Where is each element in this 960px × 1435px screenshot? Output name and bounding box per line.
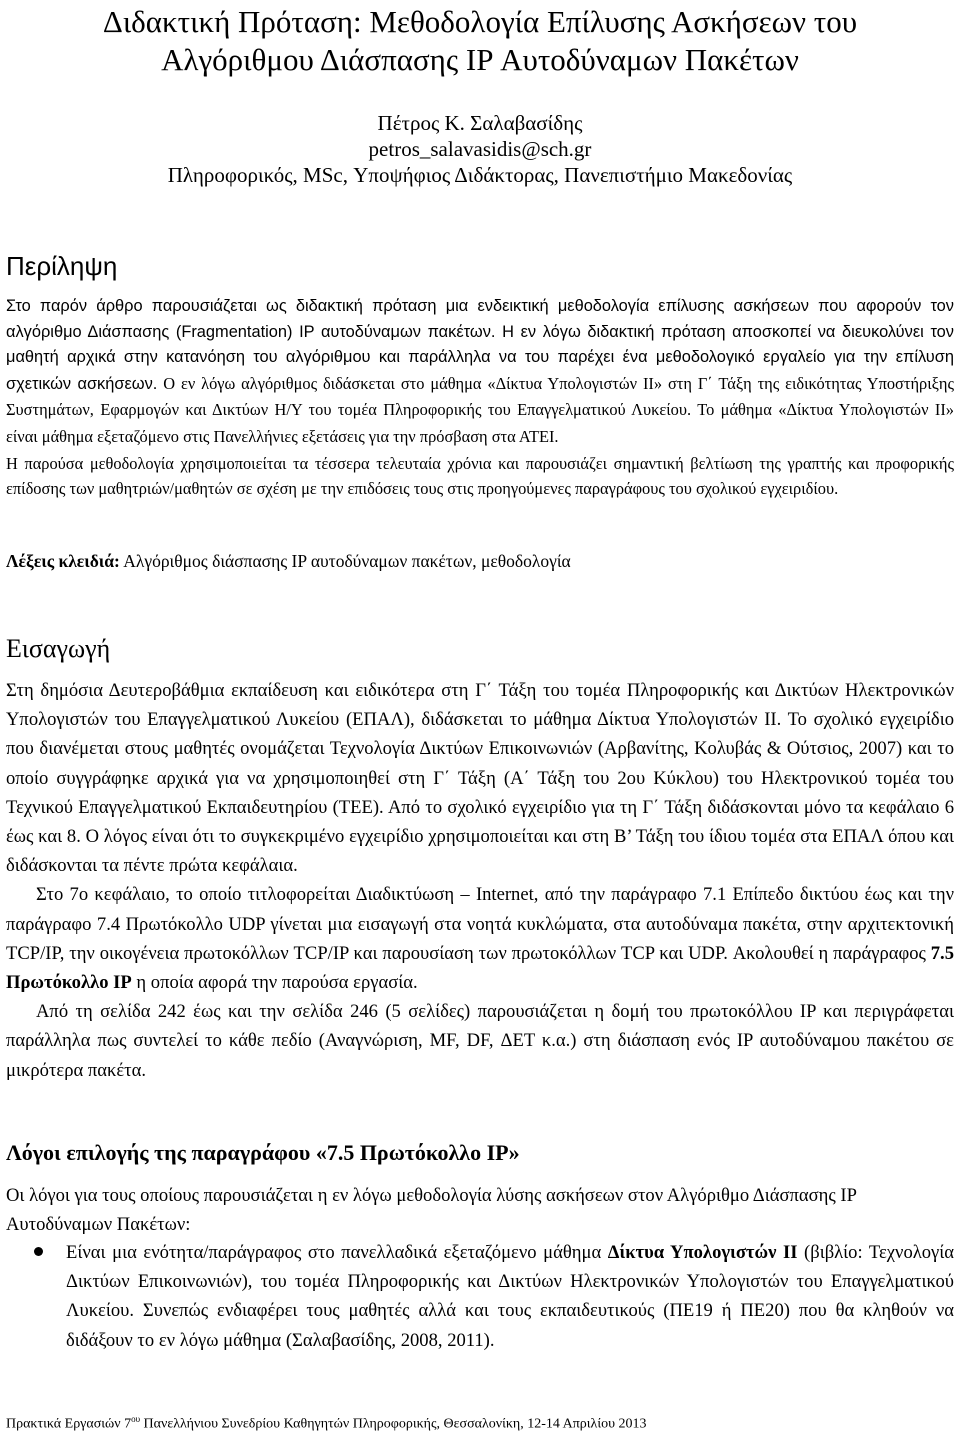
list-item: [6, 1238, 954, 1355]
reasons-list: [6, 1238, 954, 1355]
intro-text-2a: Στο 7ο κεφάλαιο, το οποίο τιτλοφορείται Διαδικτύωση – Internet, από την παράγραφο 7.1 Επίπεδο δικτύου έως και την παράγραφο 7.4 Πρωτόκολλο UDP γίνεται μια εισαγωγή στα νοητά κυκλώματα, στα αυτοδύναμα πακέτα, στην αρχιτεκτονική TCP/IP, την οικογένεια πρωτοκόλλων TCP/IP και παρουσίαση των πρωτοκόλλων TCP και UDP. Ακολουθεί η παράγραφος: [6, 884, 954, 964]
author-email: petros_salavasidis@sch.gr: [368, 137, 592, 161]
intro-paragraph-1: Στη δημόσια Δευτεροβάθμια εκπαίδευση και ειδικότερα στη Γ΄ Τάξη του τομέα Πληροφορικής και Δικτύων Ηλεκτρονικών Υπολογιστών του Επαγγελματικού Λυκείου (ΕΠΑΛ), διδάσκεται το μάθημα Δίκτυα Υπολογιστών ΙΙ. Το σχολικό εγχειρίδιο που διανέμεται στους μαθητές ονομάζεται Τεχνολογία Δικτύων Επικοινωνιών (Αρβανίτης, Κολυβάς & Ούτσιος, 2007) και το οποίο συγγράφηκε αρχικά για να χρησιμοποιηθεί στη Γ΄ Τάξη (Α΄ Τάξη του 2ου Κύκλου) του Ηλεκτρονικού τομέα του Τεχνικού Επαγγελματικού Εκπαιδευτηρίου (ΤΕΕ). Από το σχολικό εγχειρίδιο για τη Γ΄ Τάξη διδάσκονται μόνο τα κεφάλαιο 6 έως και 8. Ο λόγος είναι ότι το συγκεκριμένο εγχειρίδιο χρησιμοποιείται και στη Β’ Τάξη του ίδιου τομέα στα ΕΠΑΛ όπου και διδάσκονται τα πέντε πρώτα κεφάλαια.: [6, 680, 954, 877]
author-block: [0, 110, 960, 188]
abstract-heading: Περίληψη: [6, 251, 118, 281]
intro-paragraph-3: Από τη σελίδα 242 έως και την σελίδα 246 (5 σελίδες) παρουσιάζεται η δομή του πρωτοκόλλου IP και περιγράφεται παράλληλα πως συντελεί το κάθε πεδίο (Αναγνώριση, MF, DF, ΔΕΤ κ.α.) στη διάσπαση ενός IP αυτοδύναμου πακέτου σε μικρότερα πακέτα.: [6, 1001, 954, 1081]
author-affiliation: Πληροφορικός, MSc, Υποψήφιος Διδάκτορας, Πανεπιστήμιο Μακεδονίας: [167, 163, 793, 187]
intro-text-2-bold: 7.5 Πρωτόκολλο IP: [6, 942, 954, 994]
abstract-paragraph-2: Η παρούσα μεθοδολογία χρησιμοποιείται τα τέσσερα τελευταία χρόνια και παρουσιάζει σημαντική βελτίωση της γραπτής και προφορικής επίδοσης των μαθητριών/μαθητών σε σχέση με την επιδόσεις τους στις προηγούμενες παραγράφους του σχολικού εγχειριδίου.: [6, 453, 954, 499]
footer-sup: ου: [131, 1414, 141, 1424]
footer-text-b: Πανελλήνιου Συνεδρίου Καθηγητών Πληροφορικής, Θεσσαλονίκη, 12-14 Απριλίου 2013: [140, 1416, 647, 1432]
bullet-text-b: (βιβλίο: Τεχνολογία Δικτύων Επικοινωνιών), του τομέα Πληροφορικής και Δικτύων Ηλεκτρονικών Υπολογιστών του Επαγγελματικού Λυκείου. Συνεπώς ενδιαφέρει τους μαθητές αλλά και τους εκπαιδευτικούς (ΠΕ19 ή ΠΕ20) που θα κληθούν να διδάξουν το εν λόγω μάθημα (Σαλαβασίδης, 2008, 2011).: [66, 1242, 955, 1351]
intro-body: [6, 676, 954, 1085]
bullet-text-a: Είναι μια ενότητα/παράγραφος στο πανελλαδικά εξεταζόμενο μάθημα: [66, 1242, 608, 1263]
intro-heading: Εισαγωγή: [6, 634, 111, 663]
footer-text-a: Πρακτικά Εργασιών 7: [6, 1416, 132, 1432]
keywords: [6, 548, 571, 574]
keywords-text: Αλγόριθμος διάσπασης IP αυτοδύναμων πακέτων, μεθοδολογία: [119, 551, 571, 571]
bullet-icon: [34, 1247, 43, 1256]
page-footer: [6, 1410, 647, 1434]
title-line-2: Αλγόριθμου Διάσπασης IP Αυτοδύναμων Πακέτων: [161, 42, 799, 77]
author-name: Πέτρος Κ. Σαλαβασίδης: [377, 111, 583, 135]
paper-title: [0, 3, 960, 79]
title-line-1: Διδακτική Πρόταση: Μεθοδολογία Επίλυσης Ασκήσεων του: [102, 4, 858, 39]
reasons-heading: Λόγοι επιλογής της παραγράφου «7.5 Πρωτόκολλο IP»: [6, 1140, 520, 1165]
abstract-text-1b: Ο εν λόγω αλγόριθμος διδάσκεται στο μάθημα «Δίκτυα Υπολογιστών ΙΙ» στη Γ΄ Τάξη της ειδικότητας Υποστήριξης Συστημάτων, Εφαρμογών και Δικτύων Η/Υ του τομέα Πληροφορικής του Επαγγελματικού Λυκείου. Το μάθημα «Δίκτυα Υπολογιστών ΙΙ» είναι μάθημα εξεταζόμενο στις Πανελλήνιες εξετάσεις για την πρόσβαση στα ΑΤΕΙ.: [6, 373, 954, 446]
abstract-body: [6, 294, 954, 502]
abstract-text-1a: Στο παρόν άρθρο παρουσιάζεται ως διδακτική πρόταση μια ενδεικτική μεθοδολογία επίλυσης ασκήσεων που αφορούν τον αλγόριθμο Διάσπασης (Fragmentation) IP αυτοδύναμων πακέτων. Η εν λόγω διδακτική πρόταση αποσκοπεί να διευκολύνει τον μαθητή αρχικά στην κατανόηση του αλγόριθμου και παράλληλα να του παρέχει ένα μεθοδολογικό εργαλείο για την επίλυση σχετικών ασκήσεων.: [6, 297, 954, 393]
reasons-intro: Οι λόγοι για τους οποίους παρουσιάζεται η εν λόγω μεθοδολογία λύσης ασκήσεων στον Αλγόριθμο Διάσπασης IP Αυτοδύναμων Πακέτων:: [6, 1185, 857, 1236]
intro-paragraph-2: [6, 880, 954, 997]
abstract-paragraph-1: [6, 294, 954, 451]
intro-text-2b: η οποία αφορά την παρούσα εργασία.: [131, 972, 418, 994]
bullet-text-bold: Δίκτυα Υπολογιστών ΙΙ: [607, 1242, 798, 1263]
keywords-label: Λέξεις κλειδιά:: [6, 551, 120, 571]
